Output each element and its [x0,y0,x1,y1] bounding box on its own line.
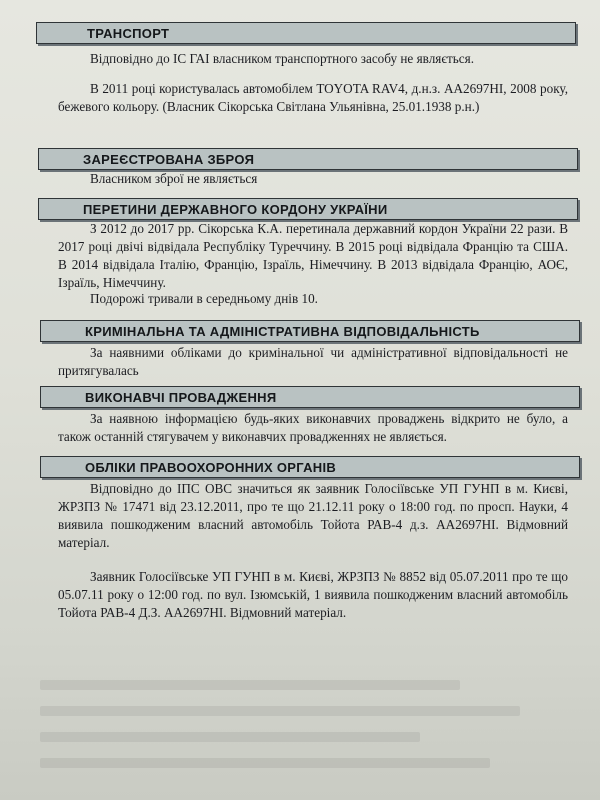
border-paragraph-1: З 2012 до 2017 рр. Сікорська К.А. перетинала державний кордон України 22 рази. В 2017 році двічі відвідала Республіку Туреччину. В 2015 році відвідала Францію та США. В 2014 відвідала Італію, Францію, Ізраїль, Німеччину. В 2013 відвідала Францію, АОЄ, Ізраїль, Німеччину. [58,221,568,290]
section-header-law [40,456,580,478]
enforcement-paragraph-1: За наявною інформацією будь-яких виконавчих проваджень відкрито не було, а також останній стягувачем у виконавчих провадженнях не являється. [58,411,568,444]
section-header-weapons [38,148,578,170]
law-paragraph-2: Заявник Голосіївське УП ГУНП в м. Києві, ЖРЗПЗ № 8852 від 05.07.2011 про те що 05.07.11 року о 12:00 год. по вул. Ізюмській, 1 виявила пошкодженим власний автомобіль Тойота РАВ-4 Д.З. АА2697НІ. Відмовний матеріал. [58,569,568,620]
bleed-through-line [40,680,460,690]
law-paragraph-1: Відповідно до ІПС ОВС значиться як заявник Голосіївське УП ГУНП в м. Києві, ЖРЗПЗ № 17471 від 23.12.2011, про те що 21.12.11 року о 18:00 год. по просп. Науки, 4 виявила пошкодженим власний автомобіль Тойота РАВ-4 д.з. АА2697НІ. Відмовний матеріал. [58,481,568,550]
transport-paragraph-1: Відповідно до ІС ГАІ власником транспортного засобу не являється. [90,51,474,66]
bleed-through-line [40,732,420,742]
section-title-criminal: КРИМІНАЛЬНА ТА АДМІНІСТРАТИВНА ВІДПОВІДАЛЬНІСТЬ [85,323,480,339]
section-title-weapons: ЗАРЕЄСТРОВАНА ЗБРОЯ [83,151,255,167]
border-paragraph-2: Подорожі тривали в середньому днів 10. [90,291,318,306]
section-header-transport [36,22,576,44]
criminal-paragraph-1: За наявними обліками до кримінальної чи адміністративної відповідальності не притягувалась [58,345,568,378]
bleed-through-line [40,706,520,716]
section-title-law: ОБЛІКИ ПРАВООХОРОННИХ ОРГАНІВ [85,459,337,475]
section-header-border [38,198,578,220]
section-title-border: ПЕРЕТИНИ ДЕРЖАВНОГО КОРДОНУ УКРАЇНИ [83,201,388,217]
section-header-enforcement [40,386,580,408]
transport-paragraph-2: В 2011 році користувалась автомобілем TOYOTA RAV4, д.н.з. АА2697НІ, 2008 року, бежевого кольору. (Власник Сікорська Світлана Ульянівна, 25.01.1938 р.н.) [58,81,568,114]
section-header-criminal [40,320,580,342]
section-title-transport: ТРАНСПОРТ [87,25,170,41]
section-title-enforcement: ВИКОНАВЧІ ПРОВАДЖЕННЯ [85,389,277,405]
bleed-through-line [40,758,490,768]
weapons-paragraph-1: Власником зброї не являється [90,171,258,186]
